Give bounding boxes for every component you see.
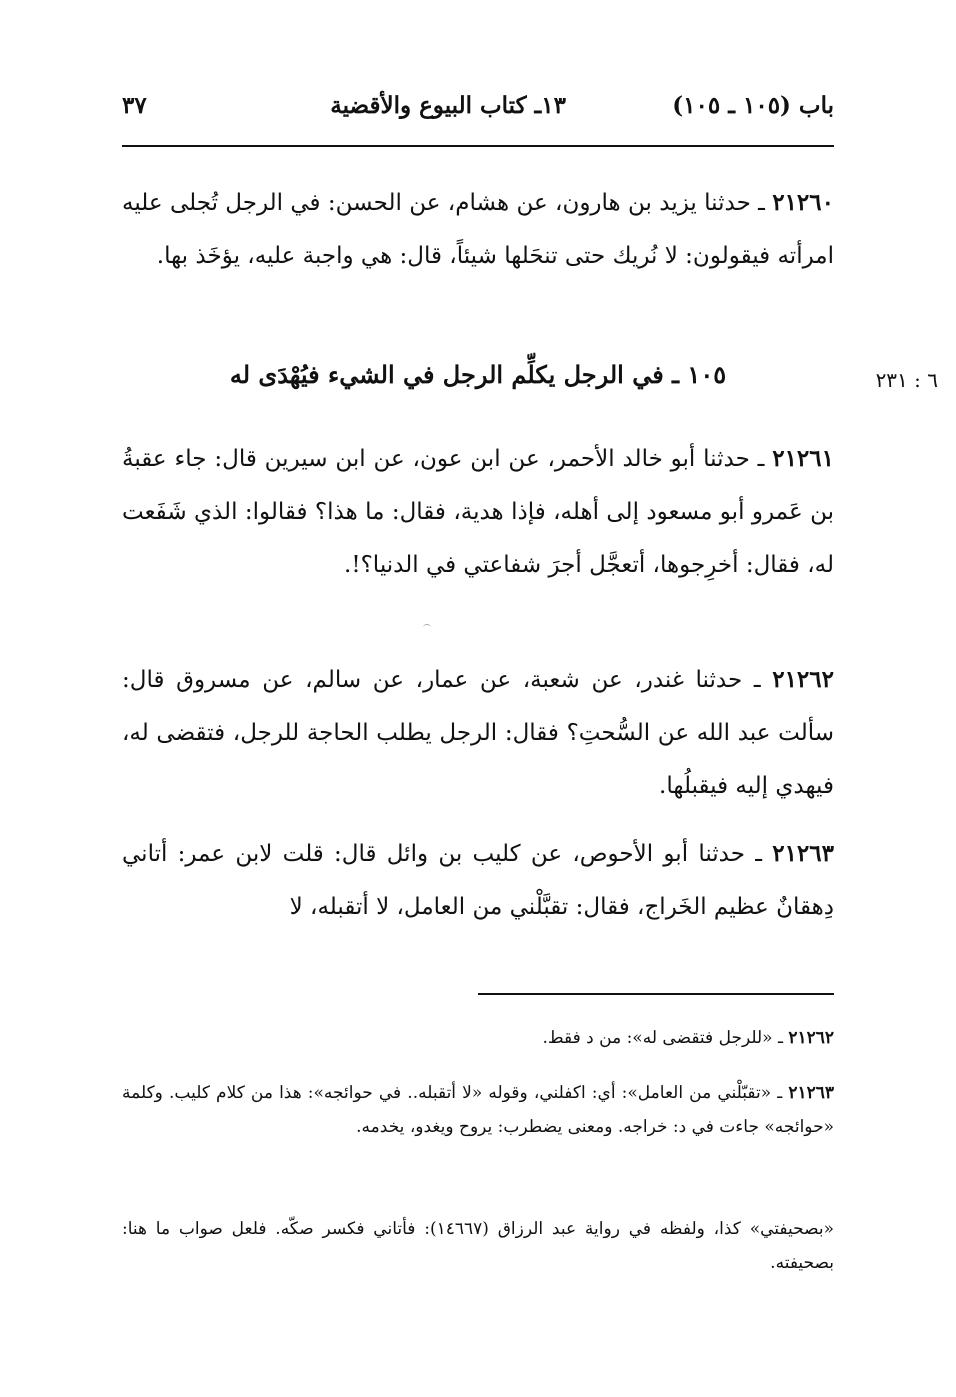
- page-number: ٣٧: [122, 92, 147, 119]
- footnote-text: ـ «تقبّلْني من العامل»: أي: اكفلني، وقوله «لا أتقبله.. في حوائجه»: هذا من كلام كليب. وكلمة «حوائجه» جاءت في د: خراجه. ومعنى يضطرب: يروح ويغدو، يخدمه.: [122, 1083, 834, 1137]
- hadith-21261: [122, 432, 834, 592]
- hadith-text: ـ حدثنا أبو خالد الأحمر، عن ابن عون، عن ابن سيرين قال: جاء عقبةُ بن عَمرو أبو مسعود إلى أهله، فإذا هدية، فقال: ما هذا؟ فقالوا: الذي شَفَعت له، فقال: أخرِجوها، أتعجَّل أجرَ شفاعتي في الدنيا؟!.: [122, 446, 834, 578]
- footnote-21262: [122, 1021, 834, 1055]
- footnote-text: ـ «للرجل فتقضى له»: من د فقط.: [542, 1028, 789, 1048]
- section-heading: ١٠٥ ـ في الرجل يكلِّم الرجل في الشيء فيُهْدَى له: [229, 360, 727, 389]
- hadith-text: ـ حدثنا يزيد بن هارون، عن هشام، عن الحسن: في الرجل تُجلى عليه امرأته فيقولون: لا نُريك حتى تنحَلها شيئاً، قال: هي واجبة عليه، يؤخَذ بها.: [122, 190, 834, 269]
- scan-mark: [423, 624, 431, 631]
- footnote-number: ٢١٢٦٣: [788, 1083, 834, 1103]
- footnote-21263: [122, 1076, 834, 1144]
- footnote-number: ٢١٢٦٢: [788, 1028, 834, 1048]
- footnote-sahifa: [122, 1212, 834, 1280]
- header-rule: [122, 145, 834, 147]
- hadith-21260: [122, 176, 834, 283]
- hadith-21263: [122, 827, 834, 934]
- hadith-number: ٢١٢٦١: [772, 445, 834, 472]
- margin-reference: ٦ : ٢٣١: [875, 368, 938, 392]
- book-title: ١٣ـ كتاب البيوع والأقضية: [330, 92, 566, 119]
- chapter-range: باب (١٠٥ ـ ١٠٥): [672, 92, 834, 119]
- hadith-number: ٢١٢٦٣: [772, 840, 834, 867]
- running-header: [122, 92, 834, 132]
- footnote-rule: [478, 993, 834, 995]
- hadith-21262: [122, 653, 834, 813]
- hadith-text: ـ حدثنا أبو الأحوص، عن كليب بن وائل قال: قلت لابن عمر: أتاني دِهقانٌ عظيم الخَراج، فقال: تقبَّلْني من العامل، لا أتقبله، لا: [122, 841, 834, 920]
- hadith-number: ٢١٢٦٢: [772, 666, 834, 693]
- hadith-text: ـ حدثنا غندر، عن شعبة، عن عمار، عن سالم، عن مسروق قال: سألت عبد الله عن السُّحتِ؟ فقال: الرجل يطلب الحاجة للرجل، فتقضى له، فيهدي إليه فيقبلُها.: [122, 667, 834, 799]
- hadith-number: ٢١٢٦٠: [772, 189, 834, 216]
- footnote-text: «بصحيفتي» كذا، ولفظه في رواية عبد الرزاق (١٤٦٦٧): فأتاني فكسر صكّه. فلعل صواب ما هنا: بصحيفته.: [122, 1219, 834, 1273]
